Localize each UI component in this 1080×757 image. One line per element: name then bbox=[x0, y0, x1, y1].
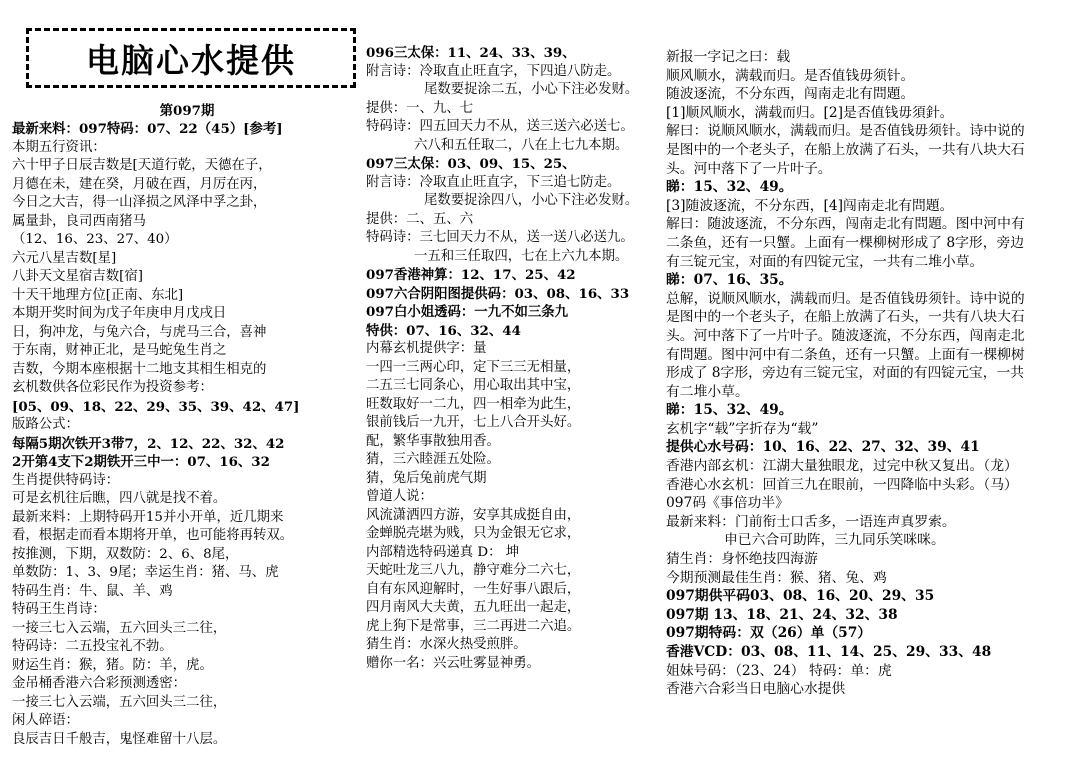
col3-line: 头。河中落下了一片叶子。随波逐流，不分东西，闯南走北 bbox=[666, 327, 1025, 344]
col1-line: 玄机数供各位彩民作为投资参考： bbox=[12, 380, 213, 395]
col3-line: 有問題。图中河中有二条鱼，还有一只蟹。上面有一棵柳树 bbox=[666, 346, 1025, 363]
col2-line: 附言诗：冷取直止旺直字，下三追七防走。 bbox=[366, 174, 621, 190]
col1-line: 2开第4支下2期铁开三中一：07、16、32 bbox=[12, 454, 270, 470]
title-box bbox=[26, 28, 356, 88]
col3-line: 顺风顺水，满载而归。是否值钱毋须针。 bbox=[666, 67, 915, 84]
col1-line: 可是玄机往后瞧，四八就是找不着。 bbox=[12, 491, 227, 506]
col3-line: 头。河中落下了一片叶子。 bbox=[666, 160, 832, 177]
col1-line: 看，根据走而看本期将开单，也可能将再转双。 bbox=[12, 528, 294, 543]
col2-line: 四月南风大夫黄，五九旺出一起走， bbox=[366, 600, 581, 615]
col3-line: 香港六合彩当日电脑心水提供 bbox=[666, 681, 846, 698]
col3-line: 香港心水玄机：回首三九在眼前，一四降临中头彩。（马） bbox=[666, 476, 1018, 493]
col1-line: 月德在未，建在癸，月破在酉，月厉在丙， bbox=[12, 176, 267, 192]
col3-line: 有三锭元宝，对面的有四锭元宝，一共有二堆小草。 bbox=[666, 253, 984, 270]
col2-line: 自有东风迎解时，一生好事八跟后， bbox=[366, 581, 581, 597]
col1-line: 特码王生肖诗： bbox=[12, 602, 106, 617]
col2-line: 097白小姐透码：一九不如三条九 bbox=[366, 304, 569, 320]
col3-line: 二条鱼，还有一只蟹。上面有一棵柳树形成了 8字形，旁边 bbox=[666, 234, 1025, 251]
col2-line: 曾道人说： bbox=[366, 489, 433, 504]
col3-line: 玄机字“载”字折存为“载” bbox=[666, 420, 819, 437]
col1-line: 按推测，下期，双数防：2、6、8尾， bbox=[12, 546, 239, 562]
col3-line: 睇：07、16、35。 bbox=[666, 272, 793, 289]
col2-line: 特供：07、16、32、44 bbox=[366, 322, 521, 339]
col3-line: 总解，说顺风顺水，满载而归。是否值钱毋须针。诗中说的 bbox=[666, 290, 1025, 307]
col2-line: 六八和五任取二，八在上七九本期。 bbox=[414, 137, 629, 153]
col1-line: 八卦天文星宿吉数[宿] bbox=[12, 269, 143, 284]
col1-line: 六元八星吉数[星] bbox=[12, 250, 117, 266]
col1-line: 一接三七入云端，五六回头三二往， bbox=[12, 620, 227, 636]
col3-line: 香港内部玄机：江湖大量独眼龙，过完中秋又复出。（龙） bbox=[666, 458, 1018, 475]
col2-line: 096三太保：11、24、33、39、 bbox=[366, 45, 576, 61]
col2-line: 一四一三两心印，定下三三无相量， bbox=[366, 359, 581, 375]
col3-line: 睇：15、32、49。 bbox=[666, 179, 793, 196]
col1-line: 本期开奖时间为戊子年庚申月戊戌日 bbox=[12, 306, 227, 321]
col2-line: 猜，兔后兔前虎气期 bbox=[366, 470, 487, 486]
col2-line: 猜生肖：水深火热受煎胖。 bbox=[366, 637, 527, 652]
col3-line: 是图中的一个老头子，在船上放满了石头，一共有八块大石 bbox=[666, 141, 1025, 158]
col3-line: 是图中的一个老头子，在船上放满了石头，一共有八块大石 bbox=[666, 309, 1025, 326]
col1-line: 一接三七入云端，五六回头三二往， bbox=[12, 694, 227, 710]
col3-line: 新报一字记之曰：载 bbox=[666, 49, 791, 65]
col1-line: 闲人碎语： bbox=[12, 713, 79, 728]
col1-line: 本期五行资讯： bbox=[12, 139, 106, 155]
col1-line: 日，狗冲龙，与兔六合，与虎马三合，喜神 bbox=[12, 324, 267, 340]
col2-line: 虎上狗下是常事，三二再进二六追。 bbox=[366, 618, 581, 634]
col3-line: 097码《事倍功半》 bbox=[666, 495, 789, 512]
col1-line: 属量卦，良司西南猪马 bbox=[12, 213, 146, 229]
col2-line: 提供：一、九、七 bbox=[366, 100, 474, 116]
col3-line: 有二堆小草。 bbox=[666, 383, 749, 400]
col3-line: 提供心水号码：10、16、22、27、32、39、41 bbox=[666, 439, 980, 456]
col2-line: 风流潇洒四方游，安享其成挺自由， bbox=[366, 507, 581, 523]
col3-line: 097期 13、18、21、24、32、38 bbox=[666, 606, 898, 623]
col2-line: 097香港神算：12、17、25、42 bbox=[366, 267, 576, 283]
col1-line: 单数防：1、3、9尾；幸运生肖：猪、马、虎 bbox=[12, 565, 279, 580]
col1-line: [05、09、18、22、29、35、39、42、47] bbox=[12, 398, 300, 415]
col1-line: 生肖提供特码诗： bbox=[12, 472, 120, 488]
col1-line: 特码生肖：牛、鼠、羊、鸡 bbox=[12, 583, 173, 599]
col2-line: 尾数要捉涂四八，小心下注必发财。 bbox=[424, 193, 639, 208]
col1-line: 今日之大吉，得一山泽损之风泽中孚之卦， bbox=[12, 195, 267, 210]
col2-line: 猜，三六睦涯五处险。 bbox=[366, 452, 500, 467]
col3-line: 香港VCD：03、08、11、14、25、29、33、48 bbox=[666, 644, 992, 660]
col3-line: [1]顺风顺水，满载而归。[2]是否值钱毋須針。 bbox=[666, 104, 954, 121]
col3-line: [3]随波逐流，不分东西，[4]闯南走北有問題。 bbox=[666, 197, 954, 214]
col1-line: （12、16、23、27、40） bbox=[12, 232, 178, 247]
col3-line: 睇：15、32、49。 bbox=[666, 402, 793, 419]
col3-line: 097期供平码03、08、16、20、29、35 bbox=[666, 588, 935, 605]
col1-line: 六十甲子日辰吉数是[天道行乾，天德在子， bbox=[12, 158, 272, 173]
col2-line: 提供：二、五、六 bbox=[366, 211, 474, 227]
col2-line: 特码诗：四五回天力不从，送三送六必送七。 bbox=[366, 119, 634, 134]
col2-line: 内部精选特码递真 D： 坤 bbox=[366, 544, 520, 560]
col1-line: 十天干地理方位[正南、东北] bbox=[12, 287, 184, 303]
col2-line: 097六合阴阳图提供码：03、08、16、33 bbox=[366, 285, 630, 302]
col3-line: 最新来料：门前衔士口舌多，一语连声真罗索。 bbox=[666, 513, 956, 530]
col1-line: 财运生肖：猴，猪。防：羊，虎。 bbox=[12, 657, 213, 673]
column-middle bbox=[366, 44, 666, 673]
column-left bbox=[12, 120, 362, 749]
col2-line: 内幕玄机提供字：量 bbox=[366, 341, 487, 356]
col3-line: 形成了 8字形，旁边有三锭元宝，对面的有四锭元宝，一共 bbox=[666, 365, 1025, 382]
column-right bbox=[666, 48, 1076, 699]
col1-line: 最新来料：上期特码开15并小开单，近几期来 bbox=[12, 509, 284, 525]
col2-line: 天蛇吐龙三八九，静守难分二六七， bbox=[366, 563, 581, 578]
col3-line: 随波逐流，不分东西，闯南走北有問題。 bbox=[666, 86, 915, 103]
col1-line: 金吊桶香港六合彩预测透密： bbox=[12, 676, 187, 691]
col2-line: 附言诗：冷取直止旺直字，下四追八防走。 bbox=[366, 63, 621, 79]
col2-line: 银前钱后一九开，七上八合开头好。 bbox=[366, 415, 581, 430]
col2-line: 配，繁华事散独用香。 bbox=[366, 433, 500, 449]
col3-line: 解曰：随波逐流，不分东西，闯南走北有問題。图中河中有 bbox=[666, 216, 1025, 233]
col2-line: 尾数要捉涂二五，小心下注必发财。 bbox=[424, 82, 639, 97]
col1-line: 最新来料：097特码：07、22（45）[参考] bbox=[12, 121, 283, 137]
col3-line: 解曰：说顺风顺水，满载而归。是否值钱毋须针。诗中说的 bbox=[666, 123, 1025, 140]
col1-line: 特码诗：二五投宝礼不勃。 bbox=[12, 639, 173, 654]
col3-line: 猜生肖：身怀绝技四海游 bbox=[666, 551, 818, 568]
page-title: 电脑心水提供 bbox=[86, 41, 296, 80]
col2-line: 二五三七同条心，用心取出其中宝， bbox=[366, 378, 581, 393]
col2-line: 旺数取好一二九，四一相牵为此生， bbox=[366, 396, 581, 412]
col2-line: 一五和三任取四，七在上六九本期。 bbox=[414, 248, 629, 264]
col3-line: 申已六合可助阵，三九同乐笑咪咪。 bbox=[724, 532, 945, 549]
col2-line: 金蝉脱壳堪为贱，只为金银无它求， bbox=[366, 526, 581, 541]
col1-line: 良辰吉日千般吉，鬼怪难留十八层。 bbox=[12, 731, 227, 747]
col1-line: 于东南，财神正北，是马蛇兔生肖之 bbox=[12, 343, 227, 358]
col2-line: 赠你一名：兴云吐雾显神勇。 bbox=[366, 655, 541, 671]
issue-number: 第097期 bbox=[159, 103, 215, 119]
col1-line: 吉数，今期本座根据十二地支其相生相克的 bbox=[12, 361, 267, 377]
col3-line: 姐妹号码：（23、24） 特码：单：虎 bbox=[666, 662, 892, 679]
col3-line: 今期预测最佳生肖：猴、猪、兔、鸡 bbox=[666, 569, 887, 586]
col1-line: 每隔5期次铁开3带7，2、12、22、32、42 bbox=[12, 435, 285, 452]
col3-line: 097期特码：双（26）单（57） bbox=[666, 625, 872, 642]
col2-line: 特码诗：三七回天力不从，送一送八必送九。 bbox=[366, 230, 634, 245]
col2-line: 097三太保：03、09、15、25、 bbox=[366, 156, 576, 172]
col1-line: 版路公式： bbox=[12, 417, 79, 432]
